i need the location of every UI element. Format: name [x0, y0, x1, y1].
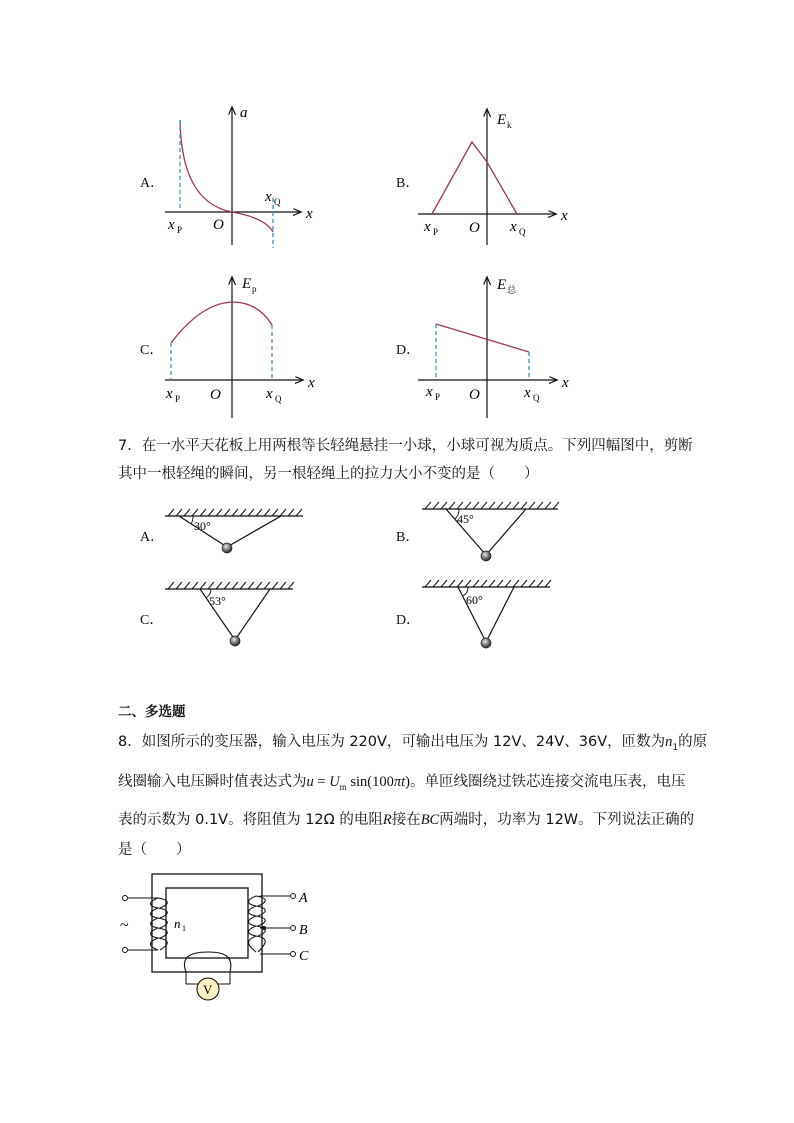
graph-d-x-label: x [562, 375, 569, 391]
graph-c [165, 276, 315, 418]
graph-c-xq: x [266, 386, 273, 402]
left-terminal-bottom [123, 948, 128, 953]
q7-figure-c [165, 582, 294, 646]
graph-d-origin: O [469, 387, 480, 403]
q8-u: u [306, 774, 314, 790]
q7-figure-b [422, 502, 559, 561]
primary-n: n [174, 916, 181, 931]
q8-close: ) [405, 774, 410, 790]
terminal-c [291, 952, 296, 957]
q7-stem-line2: 其中一根轻绳的瞬间，另一根轻绳上的拉力大小不变的是（ ） [118, 466, 539, 482]
core-outer [152, 874, 262, 972]
graph-a-xq: x [265, 189, 272, 205]
graph-b-y-sub: k [507, 120, 512, 130]
graph-d [418, 277, 569, 418]
q6-graphs [0, 0, 794, 440]
q8-line4: 是（ ） [118, 842, 191, 858]
graph-c-x-label: x [308, 375, 315, 391]
q7-option-label-a: A． [140, 530, 165, 545]
graph-d-xp-sub: P [435, 392, 441, 402]
graph-d-curve [436, 324, 529, 352]
q8-line3-text: 表的示数为 0.1V。将阻值为 12Ω 的电阻 [118, 812, 383, 828]
graph-b-xq-sub: Q [519, 227, 526, 237]
section-title: 二、多选题 [118, 704, 186, 720]
q8-line3-end: 两端时，功率为 12W。下列说法正确的 [439, 812, 695, 828]
q8-line3 [118, 810, 694, 830]
q7-option-label-d: D． [396, 613, 421, 628]
q8-U: U [329, 774, 340, 790]
transformer-diagram [110, 868, 340, 1008]
graph-c-origin: O [210, 387, 221, 403]
q8-line1 [118, 732, 707, 758]
q8-BC: BC [420, 812, 440, 828]
q8-line2-text: 线圈输入电压瞬时值表达式为 [118, 774, 307, 790]
graph-b-xq: x [510, 219, 517, 235]
angle-c: 53° [209, 594, 226, 608]
ac-source-tilde: ~ [120, 917, 129, 934]
graph-c-xq-sub: Q [275, 394, 282, 404]
graph-b-x-label: x [561, 208, 568, 224]
q8-line1-text: 8．如图所示的变压器，输入电压为 220V，可输出电压为 12V、24V、36V，匝数为 [118, 734, 666, 750]
angle-d: 60° [466, 593, 483, 607]
terminal-b [291, 926, 296, 931]
graph-d-y-sub: 总 [507, 285, 517, 295]
graph-a-y-label: a [240, 105, 248, 121]
primary-n-sub: 1 [182, 924, 186, 933]
left-terminal-top [123, 896, 128, 901]
graph-c-curve [171, 302, 272, 343]
angle-a: 30° [194, 519, 211, 533]
q7-stem-line1: 7．在一水平天花板上用两根等长轻绳悬挂一小球，小球可视为质点。下列四幅图中，剪断 [118, 438, 693, 454]
option-label-d: D． [396, 343, 421, 358]
q8-line1-end: 的原 [678, 734, 708, 750]
graph-a [165, 105, 313, 248]
graph-b-xp: x [424, 219, 431, 235]
graph-b [418, 110, 568, 245]
ball-d [481, 638, 491, 648]
q8-n1: n [665, 734, 673, 750]
option-label-b: B． [396, 176, 420, 191]
terminal-a [291, 894, 296, 899]
ball-a [222, 543, 232, 553]
label-c: C [299, 949, 309, 964]
q8-sin: sin(100 [346, 774, 394, 790]
q7-figures [0, 490, 794, 660]
option-label-c: C． [140, 343, 164, 358]
graph-b-origin: O [469, 220, 480, 236]
tap-dot [262, 926, 266, 930]
graph-d-xq-sub: Q [533, 393, 540, 403]
label-a: A [299, 891, 308, 906]
graph-a-xp-sub: P [177, 225, 183, 235]
primary-coil [151, 898, 168, 950]
q7-option-label-c: C． [140, 613, 164, 628]
graph-b-y-label: E [497, 112, 507, 128]
graph-d-xp: x [426, 384, 433, 400]
graph-d-y-label: E [497, 277, 507, 293]
angle-b: 45° [457, 512, 474, 526]
graph-b-xp-sub: P [433, 227, 439, 237]
graph-b-curve [432, 142, 517, 214]
q8-line2-end: 。单匝线圈绕过铁芯连接交流电压表，电压 [409, 774, 686, 790]
q8-Um-sub: m [339, 781, 347, 792]
secondary-coil [249, 896, 266, 952]
ball-c [230, 636, 240, 646]
q8-eq: = [313, 774, 330, 790]
label-b: B [299, 923, 308, 938]
q8-line2 [118, 772, 685, 797]
graph-a-xq-sub: Q [274, 197, 281, 207]
q8-line3-mid: 接在 [391, 812, 421, 828]
graph-c-y-label: E [242, 276, 252, 292]
ball-b [481, 551, 491, 561]
option-label-a: A． [140, 176, 165, 191]
q7-figure-a [165, 509, 303, 553]
q7-figure-d [422, 580, 551, 648]
graph-a-origin: O [213, 217, 224, 233]
q8-pit: πt [393, 774, 406, 790]
q7-option-label-b: B． [396, 530, 420, 545]
graph-c-xp-sub: P [175, 394, 181, 404]
graph-a-xp: x [168, 217, 175, 233]
single-turn-loop [184, 952, 230, 972]
voltmeter-label: V [203, 982, 213, 997]
graph-a-x-label: x [306, 206, 313, 222]
q8-R: R [382, 812, 392, 828]
graph-d-xq: x [524, 385, 531, 401]
graph-c-y-sub: p [252, 284, 257, 294]
graph-a-curve [180, 120, 273, 232]
q8-n1-sub: 1 [672, 742, 679, 753]
graph-c-xp: x [166, 386, 173, 402]
